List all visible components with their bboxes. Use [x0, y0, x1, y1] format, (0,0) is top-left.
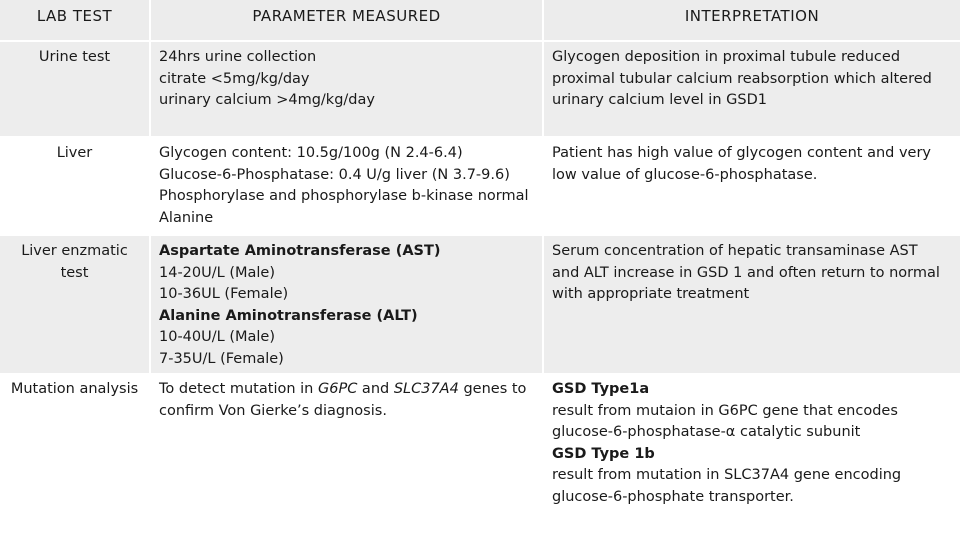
- interpretation-cell: [544, 236, 960, 373]
- parameter-text: and: [357, 381, 394, 397]
- lab-test-name: Mutation analysis: [10, 381, 139, 397]
- parameter-line: 7-35U/L (Female): [159, 350, 284, 367]
- enzyme-title-ast: Aspartate Aminotransferase (AST): [159, 243, 441, 259]
- interpretation-line: glucose-6-phosphate transporter.: [552, 488, 794, 505]
- lab-test-name: Urine test: [38, 49, 111, 65]
- parameter-line: citrate <5mg/kg/day: [159, 70, 310, 87]
- interpretation-line: and ALT increase in GSD 1 and often return to normal: [552, 264, 940, 281]
- table-header-row: [0, 0, 960, 40]
- parameter-line: 10-40U/L (Male): [159, 329, 275, 345]
- lab-test-cell: [0, 42, 151, 136]
- parameter-line: Alanine: [159, 209, 214, 226]
- interpretation-line: result from mutaion in G6PC gene that encodes: [552, 402, 898, 419]
- interpretation-line: result from mutation in SLC37A4 gene encoding: [552, 467, 902, 483]
- parameter-line: 10-36UL (Female): [159, 286, 289, 302]
- parameter-line: Phosphorylase and phosphorylase b-kinase normal: [159, 188, 529, 204]
- lab-test-cell: [0, 374, 151, 540]
- parameter-line: urinary calcium >4mg/kg/day: [159, 92, 375, 108]
- gsd-type-title: GSD Type1a: [552, 381, 650, 397]
- table-row: [0, 138, 960, 235]
- parameter-cell: [151, 236, 544, 373]
- lab-test-name: Liver: [56, 145, 93, 161]
- interpretation-line: with appropriate treatment: [552, 286, 750, 302]
- header-lab-test: LAB TEST: [0, 0, 151, 40]
- gene-name-slc37a4: SLC37A4: [393, 381, 459, 397]
- enzyme-title-alt: Alanine Aminotransferase (ALT): [159, 307, 418, 324]
- parameter-cell: [151, 374, 544, 540]
- parameter-line: Glucose-6-Phosphatase: 0.4 U/g liver (N 3.7-9.6): [159, 166, 510, 183]
- parameter-line: [159, 379, 534, 401]
- parameter-line: Glycogen content: 10.5g/100g (N 2.4-6.4): [159, 145, 463, 161]
- header-interpretation: INTERPRETATION: [544, 0, 960, 40]
- interpretation-line: urinary calcium level in GSD1: [552, 92, 767, 108]
- lab-test-name: test: [60, 264, 89, 281]
- parameter-text: genes to: [458, 381, 527, 397]
- interpretation-cell: [544, 374, 960, 540]
- interpretation-line: low value of glucose-6-phosphatase.: [552, 166, 818, 183]
- parameter-line: 24hrs urine collection: [159, 49, 317, 65]
- table-row: [0, 236, 960, 373]
- interpretation-line: Serum concentration of hepatic transaminase AST: [552, 243, 918, 259]
- interpretation-line: Glycogen deposition in proximal tubule reduced: [552, 49, 901, 65]
- parameter-cell: [151, 138, 544, 235]
- table-row: [0, 42, 960, 136]
- parameter-line: confirm Von Gierke’s diagnosis.: [159, 402, 387, 419]
- table-row: [0, 374, 960, 540]
- lab-test-name: Liver enzmatic: [21, 243, 128, 259]
- gene-name-g6pc: G6PC: [317, 381, 358, 397]
- lab-test-cell: [0, 138, 151, 235]
- interpretation-line: proximal tubular calcium reabsorption which altered: [552, 70, 932, 87]
- gsd-type-title: GSD Type 1b: [552, 445, 655, 462]
- interpretation-cell: [544, 138, 960, 235]
- interpretation-line: glucose-6-phosphatase-α catalytic subunit: [552, 424, 861, 440]
- header-parameter-measured: PARAMETER MEASURED: [151, 0, 544, 40]
- parameter-cell: [151, 42, 544, 136]
- interpretation-cell: [544, 42, 960, 136]
- interpretation-line: Patient has high value of glycogen content and very: [552, 145, 931, 161]
- parameter-text: To detect mutation in: [159, 381, 318, 397]
- lab-test-cell: [0, 236, 151, 373]
- parameter-line: 14-20U/L (Male): [159, 264, 275, 281]
